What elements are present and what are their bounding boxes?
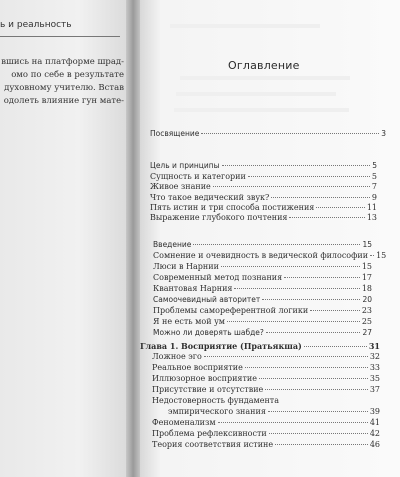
- toc-entry: Пять истин и три способа постижения 11: [150, 203, 377, 212]
- toc-entry: Проблемы самореферентной логики 23: [153, 306, 372, 315]
- toc-entry: Современный метод познания 17: [153, 273, 372, 282]
- left-text-line: вшись на платформе шрад-: [1, 57, 124, 67]
- toc-entry: Самоочевидный авторитет 20: [153, 295, 372, 304]
- toc-entry: Люси в Нарнии 15: [153, 262, 372, 271]
- toc-entry-goal-and-principles: Цель и принципы 5: [150, 161, 377, 170]
- toc-entry: Живое знание 7: [150, 182, 377, 191]
- toc-entry-chapter-1: Глава 1. Восприятие (Пратьякша) 31: [140, 341, 380, 351]
- toc-entry: Квантовая Нарния 18: [153, 284, 372, 293]
- table-of-contents: [140, 0, 400, 477]
- left-text-line: одолеть влияние гун мате-: [3, 96, 124, 106]
- left-running-head: ь и реальность: [0, 20, 72, 30]
- left-text-line: духовному учителю. Встав: [4, 83, 124, 93]
- left-text-line: омо по себе в результате: [11, 70, 124, 80]
- left-page: [0, 0, 132, 477]
- toc-entry: Ложное эго 32: [152, 352, 380, 361]
- toc-title: Оглавление: [228, 59, 300, 72]
- toc-entry: Теория соответствия истине 46: [152, 440, 380, 449]
- toc-entry: Реальное восприятие 33: [152, 363, 380, 372]
- toc-entry: Можно ли доверять шабде? 27: [153, 328, 372, 337]
- toc-entry: эмпирического знания 39: [168, 407, 380, 416]
- toc-entry: Феноменализм 41: [152, 418, 380, 427]
- toc-entry-introduction: Введение 15: [153, 240, 372, 249]
- toc-entry-no-leader: Недостоверность фундамента: [152, 396, 279, 405]
- toc-entry: Сомнение и очевидность в ведической философии 15: [153, 251, 387, 260]
- toc-entry: Проблема рефлексивности 42: [152, 429, 380, 438]
- toc-entry: Иллюзорное восприятие 35: [152, 374, 380, 383]
- right-page: [140, 0, 400, 477]
- left-page-text: [0, 56, 124, 108]
- toc-entry: Я не есть мой ум 25: [153, 317, 372, 326]
- toc-entry-dedication: Посвящение 3: [150, 129, 386, 138]
- toc-entry: Присутствие и отсутствие 37: [152, 385, 380, 394]
- toc-entry: Сущность и категории 5: [150, 172, 377, 181]
- toc-entry: Выражение глубокого почтения 13: [150, 213, 377, 222]
- left-header-rule: [0, 36, 120, 37]
- toc-entry: Что такое ведический звук? 9: [150, 193, 377, 202]
